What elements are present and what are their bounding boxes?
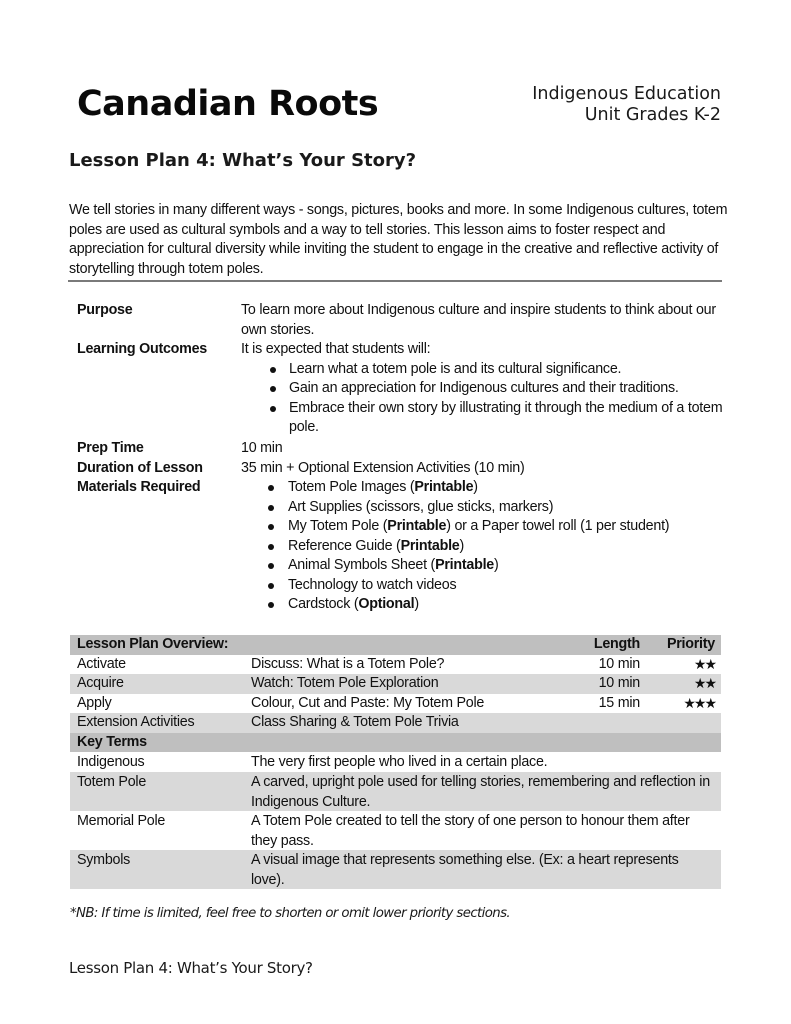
- table-row: [70, 850, 721, 889]
- info-label: Materials Required: [77, 479, 201, 495]
- length-header: Length: [593, 636, 640, 652]
- bullet-icon: [270, 406, 276, 412]
- item-text: My Totem Pole (: [288, 518, 388, 534]
- definition-cell: The very first people who lived in a certain place.: [251, 754, 548, 770]
- table-row: [70, 752, 721, 772]
- bullet-icon: [268, 544, 274, 550]
- lesson-heading: Lesson Plan 4: What’s Your Story?: [69, 150, 417, 171]
- activity-cell: Colour, Cut and Paste: My Totem Pole: [251, 694, 485, 711]
- item-bold: Optional: [358, 596, 415, 612]
- activity-cell: Watch: Totem Pole Exploration: [251, 675, 439, 691]
- item-bold: Printable: [414, 479, 474, 495]
- item-after: ): [473, 479, 478, 495]
- priority-stars-icon: ★★: [693, 675, 715, 691]
- priority-header: Priority: [666, 636, 715, 652]
- item-text: Animal Symbols Sheet (: [288, 557, 436, 573]
- item-text: Totem Pole Images (: [288, 479, 415, 495]
- item-text: Reference Guide (: [288, 537, 401, 554]
- item-bold: Printable: [400, 537, 460, 554]
- item-bold: Printable: [387, 518, 447, 534]
- bullet-icon: [268, 563, 274, 569]
- page-footer: Lesson Plan 4: What’s Your Story?: [69, 959, 313, 977]
- table-row: [70, 674, 721, 694]
- key-terms-title: Key Terms: [77, 733, 147, 750]
- term-cell: Indigenous: [77, 754, 145, 770]
- table-row: [70, 694, 721, 714]
- item-after: ): [414, 596, 419, 612]
- table-row: [70, 811, 721, 850]
- unit-subject: Indigenous Education: [532, 84, 721, 104]
- bullet-icon: [268, 583, 274, 589]
- outcomes-list: [241, 360, 727, 438]
- item-after: ): [459, 537, 465, 554]
- list-item: [241, 576, 727, 596]
- length-cell: 10 min: [598, 655, 640, 672]
- term-cell: Memorial Pole: [77, 813, 166, 829]
- list-item: [241, 537, 727, 557]
- definition-cell: A Totem Pole created to tell the story of one person to honour them after they pass.: [251, 813, 690, 849]
- overview-title: Lesson Plan Overview:: [77, 636, 229, 652]
- activity-cell: Discuss: What is a Totem Pole?: [251, 655, 445, 672]
- priority-stars-icon: ★★★: [683, 694, 715, 711]
- list-item: [241, 360, 727, 380]
- materials-list: [241, 478, 727, 615]
- definition-cell: A carved, upright pole used for telling stories, remembering and reflection in Indigenous Culture.: [251, 774, 710, 810]
- outcomes-intro: It is expected that students will:: [241, 341, 431, 357]
- list-item: [241, 379, 727, 399]
- list-item: [241, 556, 727, 576]
- overview-table: [70, 635, 721, 889]
- item-text: Technology to watch videos: [288, 576, 457, 593]
- list-item-text: Learn what a totem pole is and its cultural significance.: [289, 360, 622, 377]
- item-after: ): [494, 557, 499, 573]
- list-item: [241, 517, 727, 537]
- bullet-icon: [270, 386, 276, 392]
- list-item-text: Gain an appreciation for Indigenous cultures and their traditions.: [289, 380, 679, 396]
- list-item: [241, 595, 727, 615]
- unit-grades: Unit Grades K-2: [584, 105, 721, 125]
- priority-note: *NB: If time is limited, feel free to shorten or omit lower priority sections.: [70, 906, 511, 921]
- info-value: [241, 340, 727, 438]
- term-cell: Totem Pole: [77, 774, 147, 790]
- bullet-icon: [268, 602, 274, 608]
- table-row: [70, 713, 721, 733]
- item-text: Cardstock (: [288, 596, 359, 612]
- bullet-icon: [268, 505, 274, 511]
- info-label: Purpose: [77, 302, 133, 318]
- brand-title: Canadian Roots: [77, 84, 379, 124]
- list-item: [241, 498, 727, 518]
- item-after: ) or a Paper towel roll (1 per student): [446, 518, 670, 534]
- bullet-icon: [268, 524, 274, 530]
- definition-cell: A visual image that represents something else. (Ex: a heart represents love).: [251, 852, 679, 888]
- bullet-icon: [268, 485, 274, 491]
- term-cell: Symbols: [77, 852, 131, 868]
- item-bold: Printable: [435, 557, 494, 573]
- item-text: Art Supplies (scissors, glue sticks, markers): [288, 498, 554, 515]
- phase-cell: Acquire: [77, 675, 124, 691]
- info-label: Duration of Lesson: [77, 460, 203, 476]
- phase-cell: Activate: [77, 655, 126, 672]
- info-value: 35 min + Optional Extension Activities (10 min): [241, 460, 525, 476]
- unit-info: [532, 84, 721, 126]
- phase-cell: Apply: [77, 694, 112, 711]
- info-value: [241, 478, 727, 615]
- length-cell: 15 min: [598, 694, 640, 711]
- list-item-text: Embrace their own story by illustrating it through the medium of a totem pole.: [289, 399, 723, 435]
- intro-paragraph: We tell stories in many different ways - songs, pictures, books and more. In some Indigenous cultures, totem poles are used as cultural symbols and a way to tell stories. This lesson aims to foster respect and appreciation for cultural diversity while inviting the student to engage in the creative and reflective activity of storytelling through totem poles.: [69, 202, 728, 277]
- info-value: 10 min: [241, 440, 283, 456]
- list-item: [241, 478, 727, 498]
- priority-stars-icon: ★★: [693, 655, 715, 672]
- divider-rule: [68, 280, 722, 282]
- list-item: [241, 399, 727, 438]
- activity-cell: Class Sharing & Totem Pole Trivia: [251, 714, 459, 730]
- table-row: [70, 772, 721, 811]
- length-cell: 10 min: [598, 675, 640, 691]
- info-value: To learn more about Indigenous culture and inspire students to think about our own stories.: [241, 302, 716, 338]
- key-terms-header-row: [70, 733, 721, 753]
- table-row: [70, 655, 721, 675]
- info-label: Learning Outcomes: [77, 341, 208, 357]
- phase-cell: Extension Activities: [77, 714, 195, 730]
- overview-header-row: [70, 635, 721, 655]
- info-label: Prep Time: [77, 440, 144, 456]
- bullet-icon: [270, 367, 276, 373]
